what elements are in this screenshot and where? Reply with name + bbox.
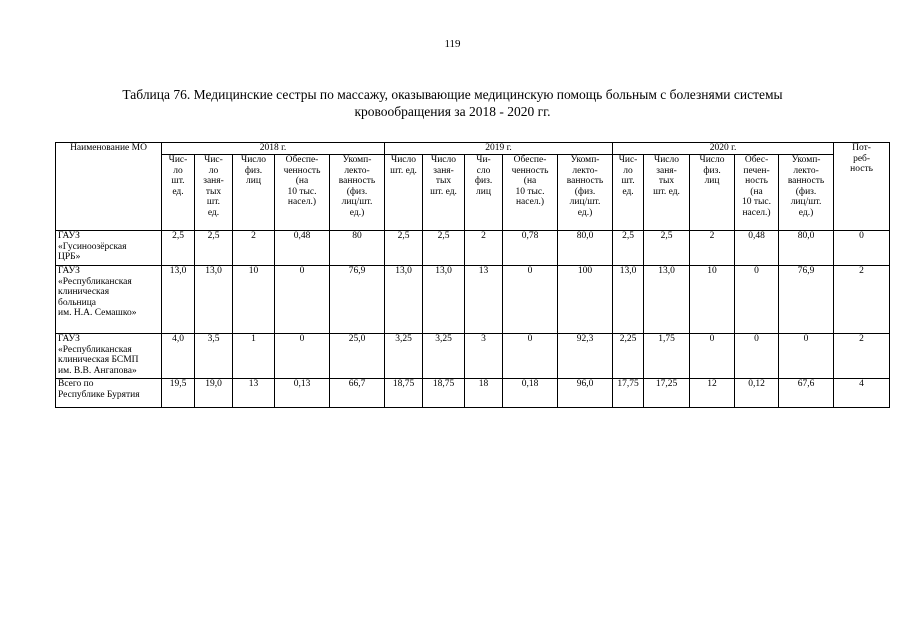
table-caption	[60, 86, 845, 120]
value-cell: 2,5	[613, 231, 644, 266]
value-cell: 13,0	[613, 266, 644, 334]
value-cell: 0	[779, 334, 834, 379]
value-cell: 17,75	[613, 379, 644, 408]
value-cell: 13,0	[385, 266, 423, 334]
value-cell: 0,13	[275, 379, 330, 408]
value-cell: 18,75	[423, 379, 465, 408]
column-header: Число заня- тых шт. ед.	[644, 155, 690, 231]
value-cell: 19,5	[162, 379, 195, 408]
name-header: Наименование МО	[56, 143, 162, 231]
value-cell: 4,0	[162, 334, 195, 379]
value-cell: 13	[233, 379, 275, 408]
organization-name-cell: ГАУЗ «Республиканская клиническая больница им. Н.А. Семашко»	[56, 266, 162, 334]
value-cell: 2,5	[644, 231, 690, 266]
value-cell: 0	[690, 334, 735, 379]
table-row	[56, 334, 890, 379]
year-header: 2018 г.	[162, 143, 385, 155]
page-number: 119	[444, 38, 461, 50]
column-header: Обеспе- ченность (на 10 тыс. насел.)	[503, 155, 558, 231]
value-cell: 13	[465, 266, 503, 334]
value-cell: 0,48	[275, 231, 330, 266]
value-cell: 0	[503, 266, 558, 334]
value-cell: 2,5	[195, 231, 233, 266]
column-header: Число заня- тых шт. ед.	[423, 155, 465, 231]
value-cell: 1,75	[644, 334, 690, 379]
value-cell: 12	[690, 379, 735, 408]
value-cell: 100	[558, 266, 613, 334]
column-header: Число физ. лиц	[690, 155, 735, 231]
column-header: Чис- ло заня- тых шт. ед.	[195, 155, 233, 231]
value-cell: 0,78	[503, 231, 558, 266]
column-header: Укомп- лекто- ванность (физ. лиц/шт. ед.)	[558, 155, 613, 231]
table-body	[56, 231, 890, 408]
value-cell: 2	[834, 334, 890, 379]
value-cell: 0,48	[735, 231, 779, 266]
value-cell: 0	[735, 334, 779, 379]
value-cell: 2	[233, 231, 275, 266]
value-cell: 17,25	[644, 379, 690, 408]
organization-name-cell: Всего по Республике Бурятия	[56, 379, 162, 408]
caption-line-2: кровообращения за 2018 - 2020 гг.	[354, 104, 551, 119]
need-header: Пот- реб- ность	[834, 143, 890, 231]
value-cell: 3,25	[385, 334, 423, 379]
column-header: Число физ. лиц	[233, 155, 275, 231]
column-header: Укомп- лекто- ванность (физ. лиц/шт. ед.)	[330, 155, 385, 231]
value-cell: 1	[233, 334, 275, 379]
value-cell: 2	[690, 231, 735, 266]
table-row	[56, 231, 890, 266]
value-cell: 2,25	[613, 334, 644, 379]
year-header: 2019 г.	[385, 143, 613, 155]
value-cell: 18,75	[385, 379, 423, 408]
column-header: Чи- сло физ. лиц	[465, 155, 503, 231]
value-cell: 67,6	[779, 379, 834, 408]
value-cell: 2,5	[162, 231, 195, 266]
value-cell: 13,0	[195, 266, 233, 334]
value-cell: 13,0	[644, 266, 690, 334]
value-cell: 3,25	[423, 334, 465, 379]
column-header: Обеспе- ченность (на 10 тыс. насел.)	[275, 155, 330, 231]
value-cell: 18	[465, 379, 503, 408]
value-cell: 0	[275, 334, 330, 379]
header-row-years	[56, 143, 890, 155]
value-cell: 10	[690, 266, 735, 334]
value-cell: 66,7	[330, 379, 385, 408]
organization-name-cell: ГАУЗ «Республиканская клиническая БСМП им. В.В. Ангапова»	[56, 334, 162, 379]
caption-line-1: Таблица 76. Медицинские сестры по массажу, оказывающие медицинскую помощь больным с болезнями системы	[122, 87, 783, 102]
value-cell: 0,18	[503, 379, 558, 408]
value-cell: 0	[275, 266, 330, 334]
value-cell: 80	[330, 231, 385, 266]
value-cell: 80,0	[779, 231, 834, 266]
staff-table	[55, 142, 890, 408]
value-cell: 10	[233, 266, 275, 334]
value-cell: 2,5	[423, 231, 465, 266]
year-header: 2020 г.	[613, 143, 834, 155]
value-cell: 80,0	[558, 231, 613, 266]
column-header: Чис- ло шт. ед.	[162, 155, 195, 231]
value-cell: 4	[834, 379, 890, 408]
value-cell: 76,9	[330, 266, 385, 334]
value-cell: 2	[834, 266, 890, 334]
value-cell: 2	[465, 231, 503, 266]
value-cell: 96,0	[558, 379, 613, 408]
value-cell: 92,3	[558, 334, 613, 379]
value-cell: 19,0	[195, 379, 233, 408]
value-cell: 13,0	[423, 266, 465, 334]
value-cell: 3	[465, 334, 503, 379]
value-cell: 0	[503, 334, 558, 379]
organization-name-cell: ГАУЗ «Гусиноозёрская ЦРБ»	[56, 231, 162, 266]
value-cell: 25,0	[330, 334, 385, 379]
column-header: Укомп- лекто- ванность (физ. лиц/шт. ед.)	[779, 155, 834, 231]
value-cell: 2,5	[385, 231, 423, 266]
column-header: Число шт. ед.	[385, 155, 423, 231]
value-cell: 0,12	[735, 379, 779, 408]
value-cell: 0	[735, 266, 779, 334]
column-header: Чис- ло шт. ед.	[613, 155, 644, 231]
table-row	[56, 266, 890, 334]
value-cell: 76,9	[779, 266, 834, 334]
value-cell: 3,5	[195, 334, 233, 379]
header-row-columns	[56, 155, 890, 231]
value-cell: 0	[834, 231, 890, 266]
value-cell: 13,0	[162, 266, 195, 334]
table-row	[56, 379, 890, 408]
column-header: Обес- печен- ность (на 10 тыс. насел.)	[735, 155, 779, 231]
